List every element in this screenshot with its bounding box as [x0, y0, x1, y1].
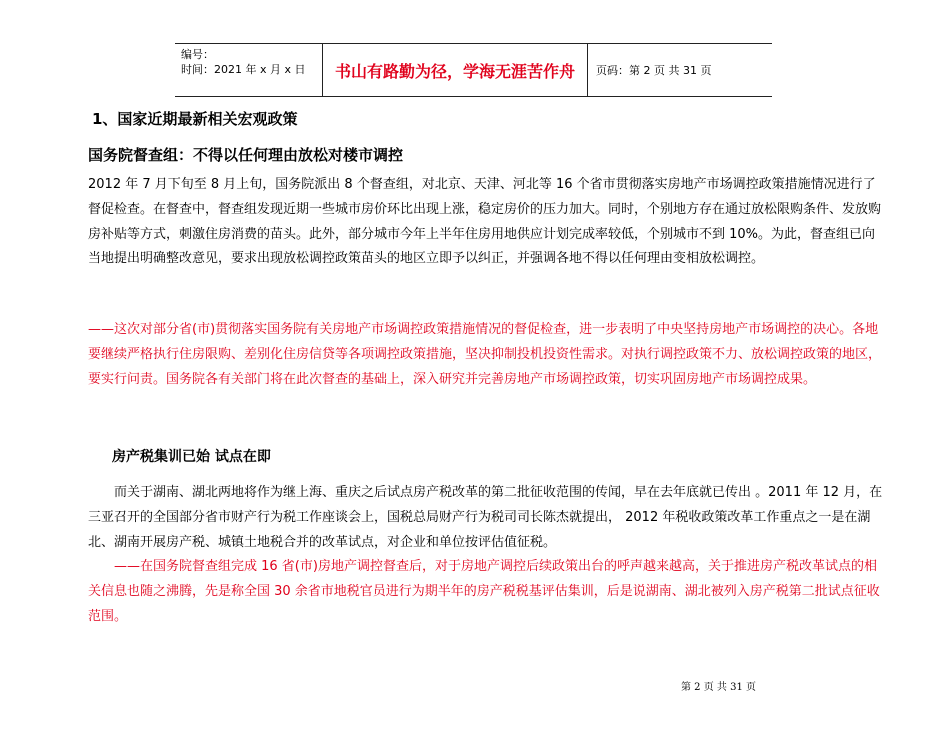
article-body: 2012 年 7 月下旬至 8 月上旬，国务院派出 8 个督查组，对北京、天津、河北等 16 个省市贯彻落实房地产市场调控政策措施情况进行了督促检查。在督查中，督查组发现近期一些城市房价环比出现上涨，稳定房价的压力加大。同时，个别地方存在通过放松限购条件、发放购房补贴等方式，刺激住房消费的苗头。此外，部分城市今年上半年住房用地供应计划完成率较低，个别城市不到 10%。为此，督查组已向当地提出明确整改意见，要求出现放松调控政策苗头的地区立即予以纠正，并强调各地不得以任何理由变相放松调控。 — [88, 177, 882, 267]
page-footer: 第 2 页 共 31 页 — [681, 682, 756, 693]
page-header — [175, 43, 772, 97]
article-comment: ——在国务院督查组完成 16 省(市)房地产调控督查后，对于房地产调控后续政策出台的呼声越来越高，关于推进房产税改革试点的相关信息也随之沸腾，先是称全国 30 余省市地税官员进行为期半年的房产税税基评估集训，后是说湖南、湖北被列入房产税第二批试点征收范围。 — [88, 559, 880, 624]
article-title: 房产税集训已始 试点在即 — [112, 449, 271, 465]
section-heading: 1、国家近期最新相关宏观政策 — [92, 110, 298, 128]
document-time-label: 时间：2021 年 x 月 x 日 — [181, 63, 306, 76]
header-page-info: 页码：第 2 页 共 31 页 — [596, 64, 712, 77]
article-body: 而关于湖南、湖北两地将作为继上海、重庆之后试点房产税改革的第二批征收范围的传闻，早在去年底就已传出 。2011 年 12 月，在三亚召开的全国部分省市财产行为税工作座谈会上，国税总局财产行为税司司长陈杰就提出， 2012 年税收政策改革工作重点之一是在湖北、湖南开展房产税、城镇土地税合并的改革试点，对企业和单位按评估值征税。 — [88, 485, 883, 550]
header-meta — [175, 44, 323, 96]
header-motto: 书山有路勤为径，学海无涯苦作舟 — [323, 44, 588, 96]
document-number-label: 编号： — [181, 48, 214, 61]
article-comment: ——这次对部分省(市)贯彻落实国务院有关房地产市场调控政策措施情况的督促检查，进一步表明了中央坚持房地产市场调控的决心。各地要继续严格执行住房限购、差别化住房信贷等各项调控政策措施，坚决抑制投机投资性需求。对执行调控政策不力、放松调控政策的地区，要实行问责。国务院各有关部门将在此次督查的基础上，深入研究并完善房地产市场调控政策，切实巩固房地产市场调控成果。 — [88, 322, 882, 387]
article-title: 国务院督查组：不得以任何理由放松对楼市调控 — [88, 146, 404, 164]
